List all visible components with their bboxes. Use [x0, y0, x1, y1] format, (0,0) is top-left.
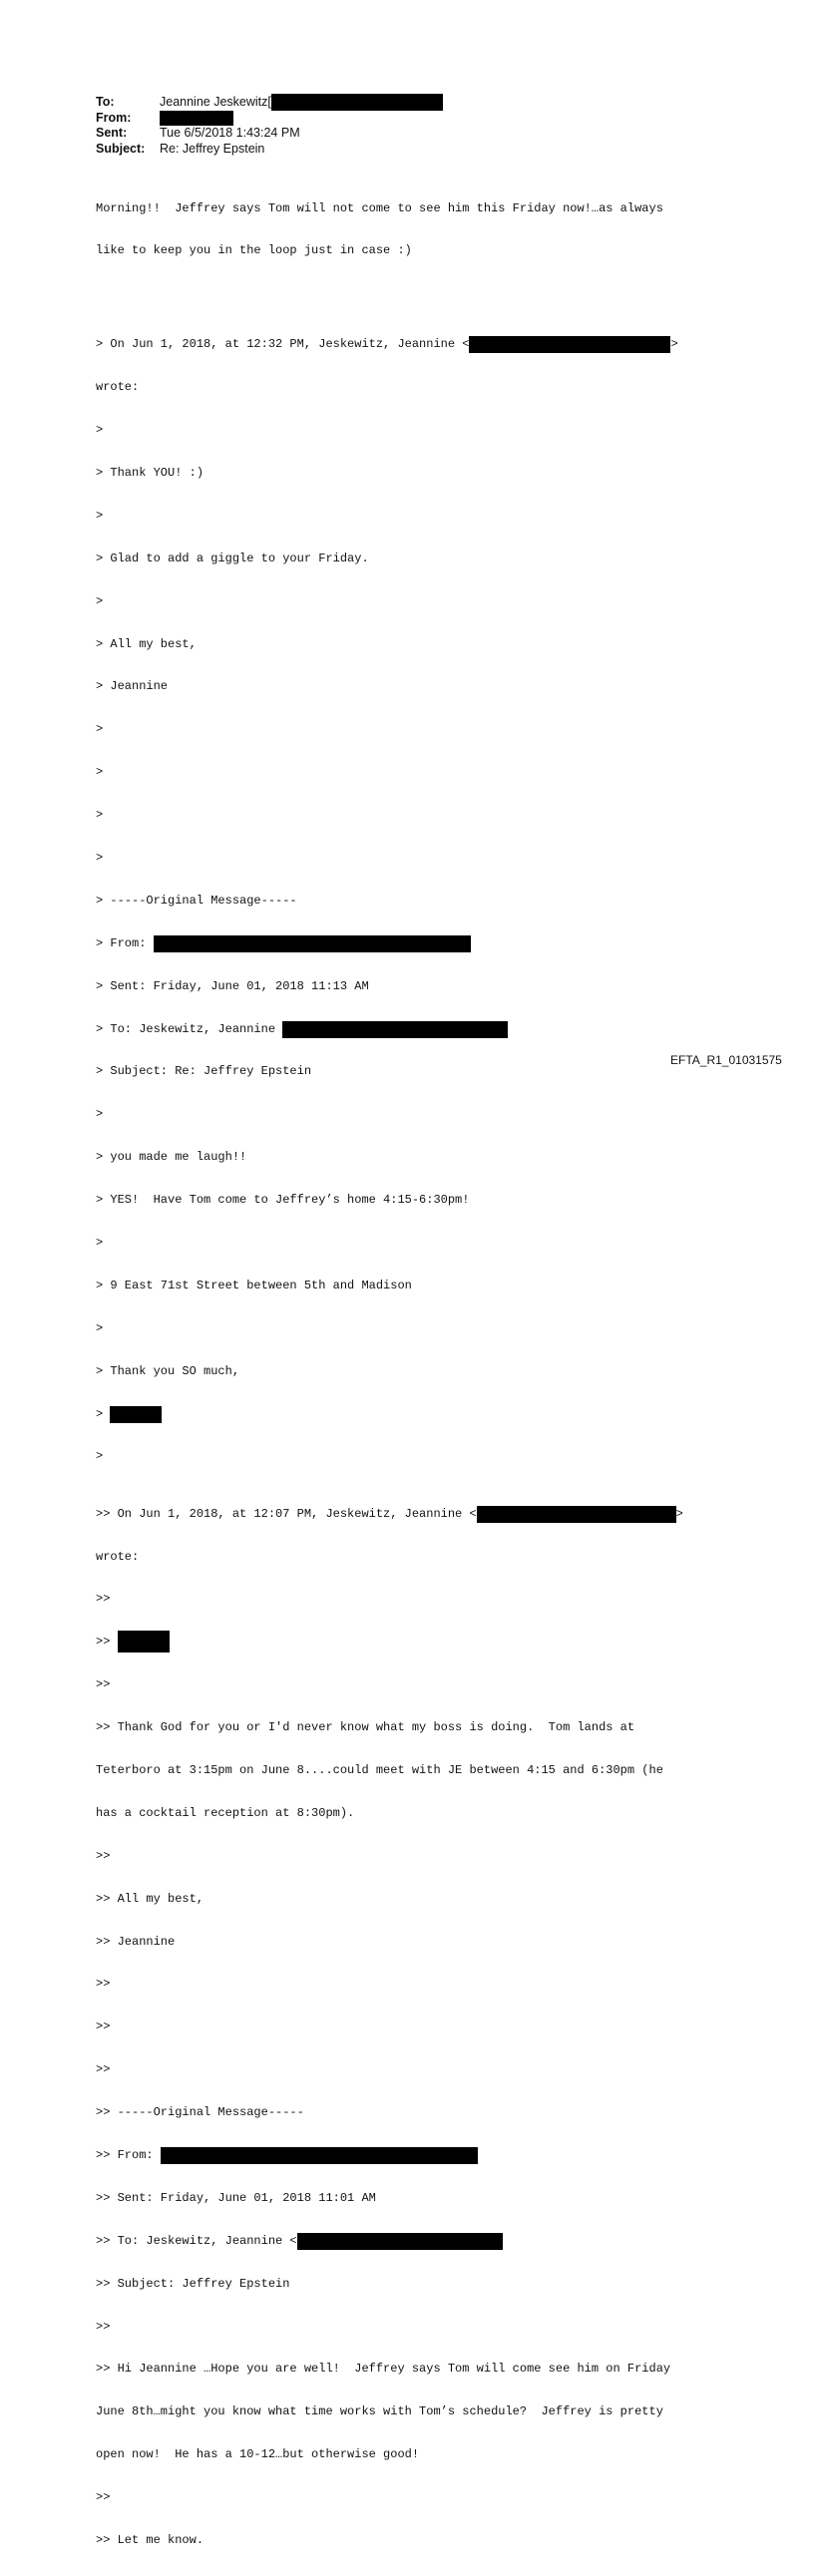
- redaction-bar: [477, 1506, 676, 1523]
- subject-label: Subject:: [96, 141, 146, 156]
- quote-line: June 8th…might you know what time works with Tom’s schedule? Jeffrey is pretty: [96, 2404, 663, 2419]
- quote-line: open now! He has a 10-12…but otherwise good!: [96, 2447, 420, 2462]
- redaction-bar: [154, 935, 471, 952]
- email-body: [96, 173, 774, 2576]
- email-header: [96, 95, 443, 157]
- quote-line: >> Jeannine: [96, 1934, 176, 1949]
- quote-line: >>: [96, 2062, 111, 2077]
- quote-line: >> All my best,: [96, 1891, 204, 1906]
- subject-value: Re: Jeffrey Epstein: [160, 141, 265, 156]
- redaction-bar: [161, 2147, 478, 2164]
- quote-line: >>: [96, 1592, 111, 1607]
- quote-header: > On Jun 1, 2018, at 12:32 PM, Jeskewitz, Jeannine < >: [96, 337, 678, 352]
- quote-line: >: [96, 1320, 104, 1335]
- quote-line: >: [96, 1407, 774, 1421]
- quote-line: >>: [96, 1635, 774, 1649]
- quote-line: >: [96, 1235, 104, 1250]
- from-label: From:: [96, 110, 132, 125]
- subject-row: [96, 142, 443, 158]
- quote-line: wrote:: [96, 1549, 140, 1564]
- quote-line: has a cocktail reception at 8:30pm).: [96, 1805, 355, 1820]
- quote-header: >> On Jun 1, 2018, at 12:07 PM, Jeskewitz, Jeannine < >: [96, 1506, 683, 1521]
- quote-line: >>: [96, 1977, 111, 1992]
- quote-line: > Thank you SO much,: [96, 1363, 240, 1378]
- quote-line: >: [96, 593, 104, 608]
- body-line: Morning!! Jeffrey says Tom will not come to see him this Friday now!…as always: [96, 200, 663, 215]
- quote-line: >> Sent: Friday, June 01, 2018 11:01 AM: [96, 2190, 376, 2205]
- quote-line: >>: [96, 2020, 111, 2034]
- quote-line: > Jeannine: [96, 679, 169, 694]
- quote-line: > 9 East 71st Street between 5th and Madison: [96, 1278, 412, 1292]
- quote-line: >> Hi Jeannine …Hope you are well! Jeffrey says Tom will come see him on Friday: [96, 2362, 671, 2377]
- to-value: Jeannine Jeskewitz[: [160, 95, 271, 109]
- quote-line: >> Thank God for you or I'd never know what my boss is doing. Tom lands at: [96, 1720, 635, 1735]
- quote-line: > Subject: Re: Jeffrey Epstein: [96, 1064, 312, 1079]
- redaction-bar: [271, 94, 443, 111]
- quote-line: >> From:: [96, 2148, 774, 2162]
- quote-line: >> Subject: Jeffrey Epstein: [96, 2276, 290, 2291]
- redaction-bar: [282, 1021, 508, 1038]
- quote-line: > Glad to add a giggle to your Friday.: [96, 551, 369, 565]
- redaction-bar: [160, 111, 233, 126]
- quote-line: >: [96, 808, 104, 823]
- quote-line: > Sent: Friday, June 01, 2018 11:13 AM: [96, 978, 369, 993]
- sent-row: [96, 126, 443, 142]
- quote-line: > To: Jeskewitz, Jeannine: [96, 1022, 774, 1036]
- to-label: To:: [96, 95, 115, 109]
- to-row: [96, 95, 443, 111]
- quote-line: Teterboro at 3:15pm on June 8....could meet with JE between 4:15 and 6:30pm (he: [96, 1762, 663, 1777]
- document-id: EFTA_R1_01031575: [670, 1053, 782, 1067]
- quote-line: > you made me laugh!!: [96, 1150, 247, 1165]
- from-row: [96, 111, 443, 127]
- redaction-bar: [118, 1631, 170, 1653]
- redaction-bar: [110, 1406, 162, 1423]
- redaction-bar: [469, 336, 670, 353]
- quote-line: >: [96, 508, 104, 523]
- body-line: like to keep you in the loop just in case :): [96, 243, 412, 258]
- quote-line: >> -----Original Message-----: [96, 2105, 304, 2120]
- quote-line: > All my best,: [96, 636, 197, 651]
- quote-line: >: [96, 850, 104, 865]
- sent-label: Sent:: [96, 126, 128, 140]
- quote-line: >> Let me know.: [96, 2532, 204, 2547]
- quote-line: > From:: [96, 936, 774, 950]
- redaction-bar: [297, 2233, 503, 2250]
- quote-line: > Thank YOU! :): [96, 465, 204, 480]
- quote-line: >: [96, 1449, 104, 1464]
- quote-line: >: [96, 765, 104, 780]
- quote-line: >: [96, 423, 104, 438]
- quote-line: >>: [96, 1677, 111, 1692]
- quote-line: >: [96, 722, 104, 737]
- quote-line: >>: [96, 2490, 111, 2505]
- quote-line: >>: [96, 2319, 111, 2334]
- quote-line: >>: [96, 1848, 111, 1863]
- quote-line: > YES! Have Tom come to Jeffrey’s home 4:15-6:30pm!: [96, 1193, 470, 1208]
- quote-line: wrote:: [96, 380, 140, 395]
- quote-line: > -----Original Message-----: [96, 893, 297, 908]
- quote-line: >: [96, 1107, 104, 1122]
- quote-line: >> To: Jeskewitz, Jeannine <: [96, 2234, 774, 2248]
- sent-value: Tue 6/5/2018 1:43:24 PM: [160, 126, 300, 140]
